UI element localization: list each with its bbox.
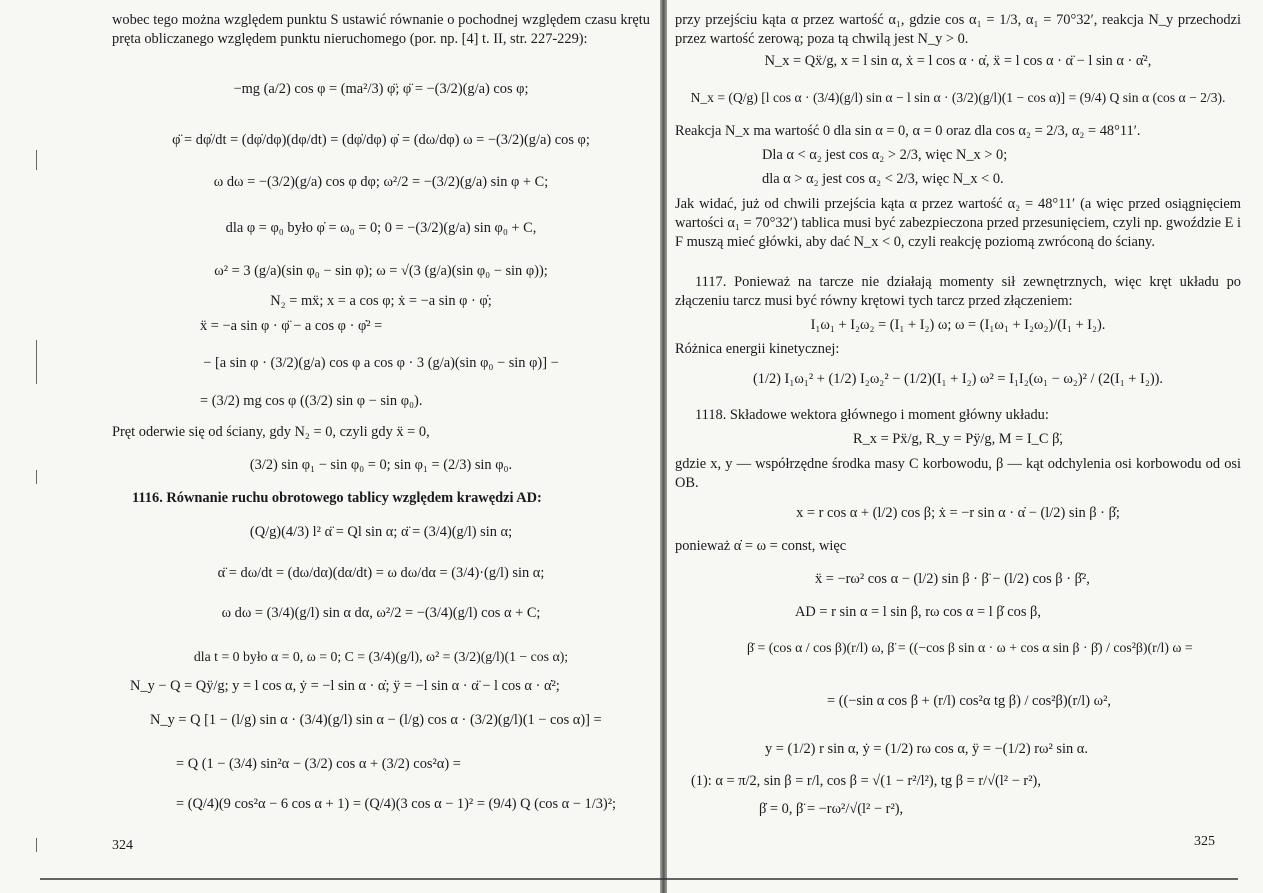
equation-line: = (3/2) mg cos φ ((3/2) sin φ − sin φ₀).	[200, 393, 423, 409]
equation-line: α̈ = dω/dt = (dω/dα)(dα/dt) = ω dω/dα = (3/4)·(g/l) sin α;	[217, 565, 545, 581]
equation-line: N_y − Q = Qÿ/g; y = l cos α, ẏ = −l sin α · α̇; ÿ = −l sin α · α̈ − l cos α · α̇²;	[130, 678, 560, 694]
equation-line: (3/2) sin φ₁ − sin φ₀ = 0; sin φ₁ = (2/3) sin φ₀.	[249, 457, 513, 473]
equation-line: R_x = Pẍ/g, R_y = Pÿ/g, M = I_C β̈,	[853, 431, 1063, 447]
equation-line: β̇ = (cos α / cos β)(r/l) ω, β̈ = ((−cos β sin α · ω + cos α sin β · β̇) / cos²β)(r/l) ω =	[747, 640, 1193, 655]
text-line: 1117. Ponieważ na tarcze nie działają momenty sił zewnętrznych, więc kręt układu po złączeniu tarcz musi być równy krętowi tych tarcz przed złączeniem:	[675, 274, 1241, 309]
text-line: przy przejściu kąta α przez wartość α₁, gdzie cos α₁ = 1/3, α₁ = 70°32′, reakcja N_y przechodzi przez wartość zerową; poza tą chwilą jest N_y > 0.	[675, 12, 1241, 47]
equation-line: ω dω = (3/4)(g/l) sin α dα, ω²/2 = −(3/4)(g/l) cos α + C;	[221, 605, 541, 621]
text-line: wobec tego można względem punktu S ustawić równanie o pochodnej względem czasu krętu pręta obliczanego względem punktu nieruchomego (por. np. [4] t. II, str. 227-229):	[112, 12, 650, 47]
equation-line: ω² = 3 (g/a)(sin φ₀ − sin φ); ω = √(3 (g/a)(sin φ₀ − sin φ));	[214, 263, 548, 279]
equation-line: AD = r sin α = l sin β, rω cos α = l β̇ cos β,	[795, 604, 1041, 620]
equation-line: = Q (1 − (3/4) sin²α − (3/2) cos α + (3/2) cos²α) =	[176, 756, 461, 772]
right-page	[667, 0, 1263, 893]
equation-line: dla φ = φ₀ było φ̇ = ω₀ = 0; 0 = −(3/2)(g/a) sin φ₀ + C,	[225, 220, 537, 236]
equation-line: dla t = 0 było α = 0, ω = 0; C = (3/4)(g/l), ω² = (3/2)(g/l)(1 − cos α);	[193, 649, 569, 664]
equation-line: −mg (a/2) cos φ = (ma²/3) φ̈; φ̈ = −(3/2)(g/a) cos φ;	[233, 81, 529, 97]
equation-line: (1): α = π/2, sin β = r/l, cos β = √(1 − r²/l²), tg β = r/√(l² − r²),	[691, 773, 1041, 789]
equation-line: N₂ = mẍ; x = a cos φ; ẋ = −a sin φ · φ̇;	[270, 293, 492, 309]
equation-line: I₁ω₁ + I₂ω₂ = (I₁ + I₂) ω; ω = (I₁ω₁ + I₂ω₂)/(I₁ + I₂).	[810, 317, 1106, 333]
text-line: Pręt oderwie się od ściany, gdy N₂ = 0, czyli gdy ẍ = 0,	[112, 424, 430, 440]
text-line: gdzie x, y — współrzędne środka masy C korbowodu, β — kąt odchylenia osi korbowodu od osi OB.	[675, 456, 1241, 491]
equation-line: φ̈ = dφ̇/dt = (dφ̇/dφ)(dφ/dt) = (dφ̇/dφ) φ̇ = (dω/dφ) ω = −(3/2)(g/a) cos φ;	[172, 132, 590, 148]
equation-line: ω dω = −(3/2)(g/a) cos φ dφ; ω²/2 = −(3/2)(g/a) sin φ + C;	[213, 174, 549, 190]
text-line: Reakcja N_x ma wartość 0 dla sin α = 0, α = 0 oraz dla cos α₂ = 2/3, α₂ = 48°11′.	[675, 123, 1141, 139]
equation-line: = (Q/4)(9 cos²α − 6 cos α + 1) = (Q/4)(3 cos α − 1)² = (9/4) Q (cos α − 1/3)²;	[176, 796, 617, 812]
scan-mark	[36, 150, 37, 170]
equation-line: N_y = Q [1 − (l/g) sin α · (3/4)(g/l) sin α − (l/g) cos α · (3/2)(g/l)(1 − cos α)] =	[150, 712, 602, 728]
text-line: Różnica energii kinetycznej:	[675, 341, 840, 357]
equation-line: = ((−sin α cos β + (r/l) cos²α tg β) / cos²β)(r/l) ω²,	[827, 693, 1112, 709]
equation-line: y = (1/2) r sin α, ẏ = (1/2) rω cos α, ÿ = −(1/2) rω² sin α.	[765, 741, 1088, 757]
equation-line: N_x = (Q/g) [l cos α · (3/4)(g/l) sin α − l sin α · (3/2)(g/l)(1 − cos α)] = (9/4) Q sin α (cos α − 2/3).	[690, 90, 1226, 105]
equation-line: N_x = Qẍ/g, x = l sin α, ẋ = l cos α · α̇, ẍ = l cos α · α̈ − l sin α · α̇²,	[764, 53, 1152, 69]
equation-line: − [a sin φ · (3/2)(g/a) cos φ a cos φ · 3 (g/a)(sin φ₀ − sin φ)] −	[203, 355, 559, 371]
scan-mark	[36, 340, 37, 384]
text-line: Dla α < α₂ jest cos α₂ > 2/3, więc N_x > 0;	[762, 147, 1008, 163]
text-line: dla α > α₂ jest cos α₂ < 2/3, więc N_x < 0.	[762, 171, 1004, 187]
problem-heading: 1116. Równanie ruchu obrotowego tablicy względem krawędzi AD:	[132, 490, 542, 506]
text-line: ponieważ α̇ = ω = const, więc	[675, 538, 847, 554]
text-line: Jak widać, już od chwili przejścia kąta α przez wartość α₂ = 48°11′ (a więc przed osiągnięciem wartości α₁ = 70°32′) tablica musi być zabezpieczona przed przesunięciem, czyli np. gwoździe E i F muszą mieć główki, aby dać N_x < 0, czyli reakcję poziomą zwróconą do ściany.	[675, 196, 1241, 250]
equation-line: ẍ = −a sin φ · φ̈ − a cos φ · φ̇² =	[200, 318, 383, 334]
problem-heading: 1118. Składowe wektora głównego i moment główny układu:	[695, 407, 1049, 423]
scan-mark	[36, 470, 37, 484]
page-number: 324	[112, 838, 133, 853]
equation-line: (Q/g)(4/3) l² α̈ = Ql sin α; α̈ = (3/4)(g/l) sin α;	[249, 524, 513, 540]
equation-line: (1/2) I₁ω₁² + (1/2) I₂ω₂² − (1/2)(I₁ + I₂) ω² = I₁I₂(ω₁ − ω₂)² / (2(I₁ + I₂)).	[752, 371, 1164, 387]
equation-line: β̇ = 0, β̈ = −rω²/√(l² − r²),	[759, 801, 904, 817]
equation-line: x = r cos α + (l/2) cos β; ẋ = −r sin α · α̇ − (l/2) sin β · β̇;	[796, 505, 1120, 521]
page-number: 325	[1194, 834, 1215, 849]
scan-mark	[36, 838, 37, 852]
equation-line: ẍ = −rω² cos α − (l/2) sin β · β̈ − (l/2) cos β · β̇²,	[815, 571, 1090, 587]
book-bottom-edge	[40, 878, 1238, 880]
